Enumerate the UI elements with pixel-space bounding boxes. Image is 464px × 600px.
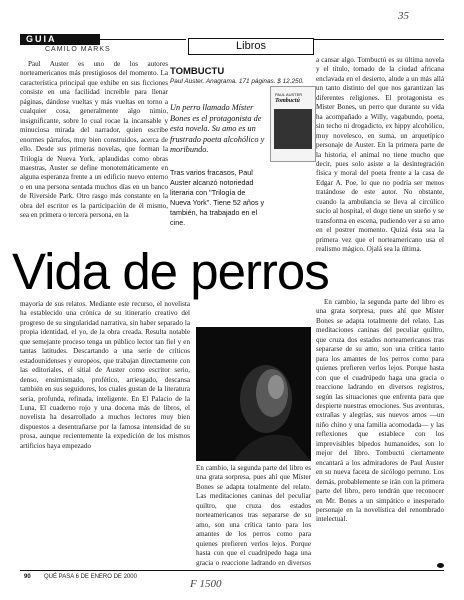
header-rule-right [314,39,444,40]
column-author: CAMILO MARKS [45,46,111,53]
author-portrait-illustration [196,327,311,461]
author-photo [196,327,311,461]
headline: Vida de perros [12,243,329,300]
article-paragraph: En cambio, la segunda parte del libro es una grata sorpresa, pues ahí que Míster Bones se adapta totalmente del relato. Las meditaciones caninas del peculiar quiltro, que cruza dos estados norteamericanos tras separarse de su amo, son una crítica tanto para los amantes de los perros como para quienes prefieren verlos lejos. Porque hasta con que el cuadrúpedo haga una gracia o reaccione ladrando en diversos registros, según las situaciones que enfrenta para que despierte nuestras emociones. Sus aventuras, extrañas y alegrías, sus nuevos amos —un niño chino y una familia acomodada— y las reflexiones que establece con los imprevisibles bípedos humanoides, son lo mejor del libro. Tombuctú ciertamente encantará a los admiradores de Paul Auster en su nueva faceta de sicólogo perruno. Los demás, probablemente se irán con la primera parte del libro, pero tendrán que reconocer en Mr. Bones a un simpático e inesperado personaje en la novelística del renombrado intelectual. [316,298,444,524]
cover-art [274,109,312,149]
article-column-1-bottom [20,300,190,568]
article-column-1-top [20,60,168,242]
article-paragraph: mayoría de sus relatos. Mediante este recurso, el novelista ha establecido una crónica de su itinerario creativo del progreso de su singularidad narrativa, sin haber separado la propia identidad, el yo, de la obra creada. Resulta notable que semejante proceso tenga un público lector tan fiel y en tantas latitudes. Descartando a una serie de críticos estadounidenses y europeos, que trabajan directamente con las editoriales, el sitial de Auster como escritor serio, denso, ensimismado, profético, arriesgado, descansa también en sus seguidores, los cuales gustan de la literatura seria, profunda, refinada, inteligente. En El Palacio de la Luna, El cuaderno rojo y una docena más de libros, el novelista ha desarrollado a muchos lectores muy bien dispuestos a desentrañarse por la famosa intensidad de su prosa, aunque recientemente la expedición de los mismos artificios haya empezado [20,300,190,450]
article-column-3-top [316,56,444,296]
article-paragraph: a cansar algo. Tombuctú es su última novela y el título, tomado de la ciudad africana enclavada en el desierto, alude a un más allá un tanto distinto del que nos garantizan las diferentes religiones. El protagonista es Míster Bones, un perro que durante su vida ha acompañado a Willy, vagabundo, poeta, sin techo ni drogadicto, ex hippy alcohólico, muy novelesco, en suma, un arquetípico personaje de Auster. En la primera parte de la historia, el animal no tiene mucho que decir, pues solo asiste a la desintegración física y moral del poeta frente a la casa de Edgar A. Poe, lo que no podría ser menos tratándose de este autor. No obstante, cuando la ambulancia se lleva al circúlico sucio al hospital, el dogo tiene un sueño y se transforma en escena, pudiendo ver a su amo en el postrer momento. Quizá ésta sea la primera vez que el norteamericano usa el realismo mágico. Ojalá sea la última. [316,56,444,254]
section-tag: GUIA [20,34,100,45]
pull-quote: Un perro llamado Míster Bones es el protagonista de esta novela. Su amo es un frustrado poeta alcohólico y moribundo. [170,103,265,154]
article-paragraph: Paul Auster es uno de los autores norteamericanos más prestigiosos del momento. La característica principal que exhibe en sus ficciones consiste en una facilidad increíble para llenar páginas, dándose vueltas y más vueltas en torno a cualquier cosa, generalmente algo nimio, insignificante, sobre lo cual rocae la incansable y minuciosa mirada del narrador, quien escribe enormes párrafos, muy bien construidos, acerca de ello. Desde sus primeras novelas, que forman la Trilogía de Nueva York, aplaudidas como obras maestras, Auster se define monotemáticamente en alguna esperanza frente a un edificio nuevo enterno o en una persona sentada muchos días en un banco de Riverside Park. Otro rasgo más constante en la obra del escritor es la participación de él mismo, sea en primera o tercera persona, en la [20,60,168,220]
book-meta: Paul Auster. Anagrama. 171 páginas. $ 12.250. [170,78,304,85]
end-mark-icon [437,563,444,568]
handwritten-mark-top: 35 [398,10,409,22]
article-column-3-bottom [316,298,444,568]
author-bio: Tras varios fracasos, Paul Auster alcanzó notoriedad literaria con "Trilogía de Nueva York". Tiene 52 años y también, ha trabajado en el cine. [170,168,265,227]
issue-line: QUÉ PASA 6 DE ENERO DE 2000 [44,574,137,580]
cover-title: Tombuctú [275,98,300,104]
book-cover-image [270,86,316,162]
article-column-2-bottom [196,464,311,568]
section-title: Libros [188,38,314,55]
book-title: TOMBUCTU [170,66,225,77]
page-number: 90 [24,574,31,580]
article-paragraph-continued: En cambio, la segunda parte del libro es una grata sorpresa, pues ahí que Míster Bones se adapta totalmente del relato. Las meditaciones caninas del peculiar quiltro, que cruza dos estados norteamericanos tras separarse de su amo, son una crítica tanto para los amantes de los perros como para quienes prefieren verlos lejos. Porque hasta con que el cuadrúpedo haga una gracia o reaccione ladrando en diversos [196,464,311,567]
header-rule-left [100,39,186,40]
handwritten-mark-bottom: F 1500 [190,578,222,590]
cover-author: PAUL AUSTER [275,92,303,97]
footer-rule [20,570,444,571]
